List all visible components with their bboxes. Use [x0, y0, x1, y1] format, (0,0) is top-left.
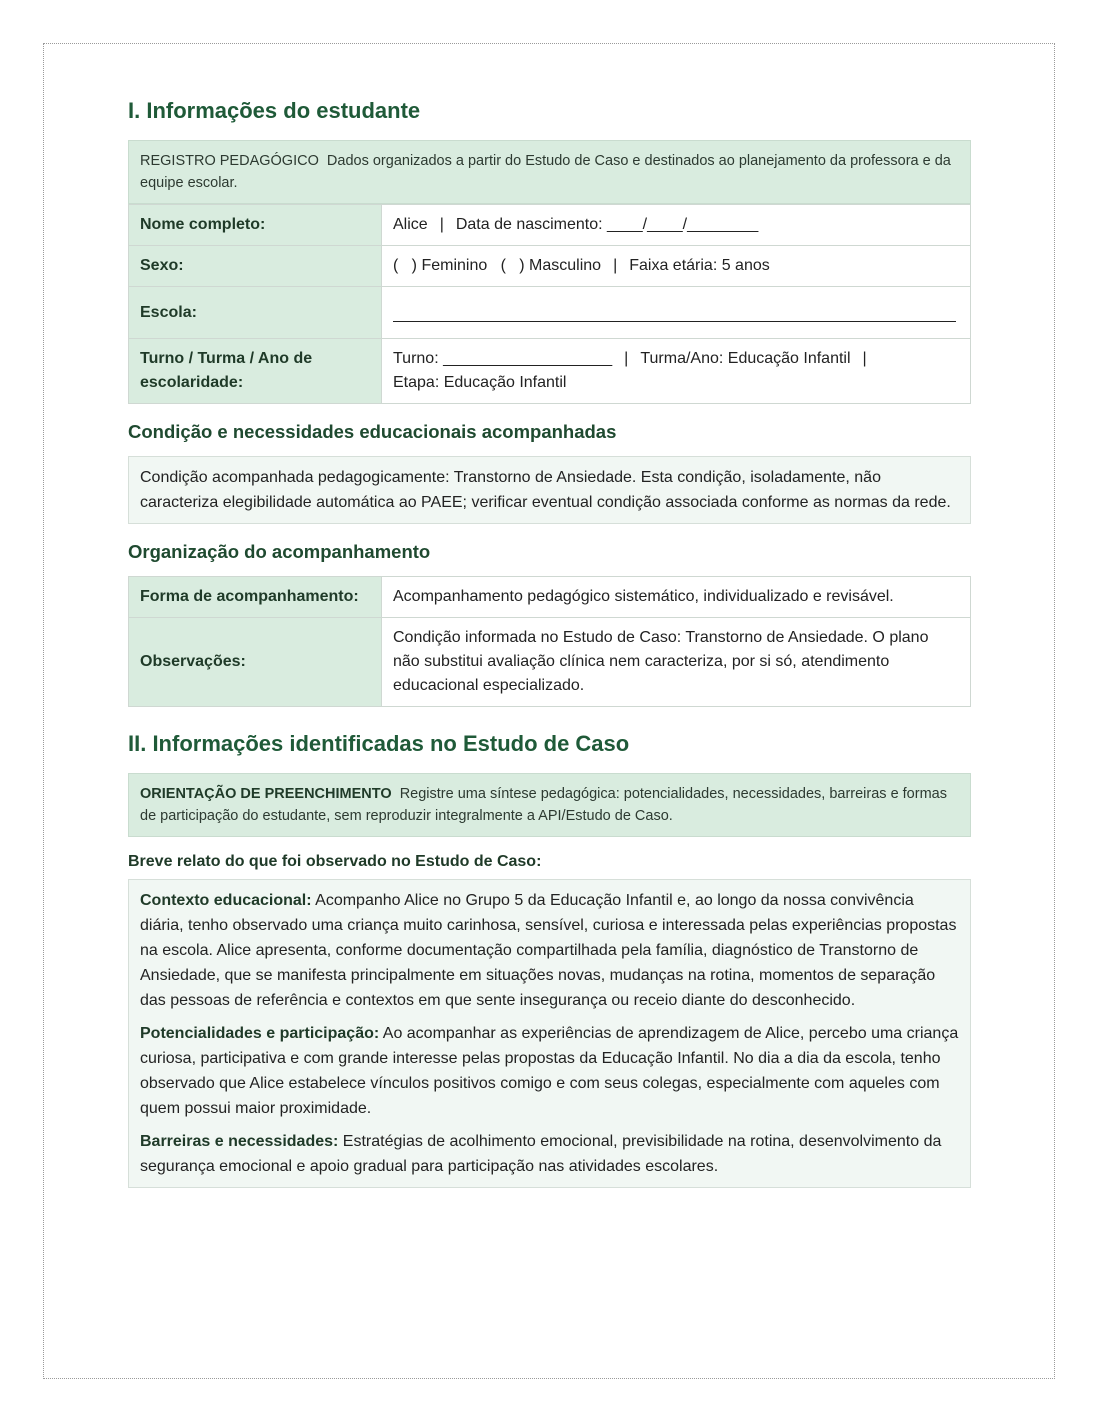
barreiras-label: Barreiras e necessidades:	[140, 1133, 339, 1150]
row-forma	[129, 577, 971, 618]
masculino-checkbox[interactable]: ( ) Masculino	[500, 257, 602, 274]
turno-value[interactable]: Turno: ___________________ | Turma/Ano: Educação Infantil | Etapa: Educação Infantil	[382, 339, 971, 404]
escola-value[interactable]	[382, 287, 971, 339]
observacoes-label: Observações:	[129, 618, 382, 707]
row-nome	[129, 205, 971, 246]
orientacao-label: ORIENTAÇÃO DE PREENCHIMENTO	[140, 786, 392, 802]
forma-value[interactable]: Acompanhamento pedagógico sistemático, individualizado e revisável.	[382, 577, 971, 618]
row-observacoes	[129, 618, 971, 707]
student-name: Alice	[393, 216, 428, 233]
sexo-label: Sexo:	[129, 246, 382, 287]
escola-label: Escola:	[129, 287, 382, 339]
contexto-paragraph	[140, 888, 959, 1013]
contexto-text: Acompanho Alice no Grupo 5 da Educação Infantil e, ao longo da nossa convivência diária, tenho observado uma criança muito carinhosa, sensível, curiosa e interessada pelas experiências propostas na escola. Alice apresenta, conforme documentação compartilhada pela família, diagnóstico de Transtorno de Ansiedade, que se manifesta principalmente em situações novas, mudanças na rotina, momentos de separação das pessoas de referência e contextos em que sente insegurança ou receio diante do desconhecido.	[140, 892, 957, 1009]
organizacao-title: Organização do acompanhamento	[128, 541, 431, 562]
sexo-value[interactable]: ( ) Feminino ( ) Masculino | Faixa etária: 5 anos	[382, 246, 971, 287]
turno-field[interactable]: Turno: ___________________	[393, 350, 613, 367]
potencialidades-paragraph	[140, 1021, 959, 1121]
nome-value[interactable]: Alice | Data de nascimento: ____/____/________	[382, 205, 971, 246]
condicao-text: Condição acompanhada pedagogicamente: Transtorno de Ansiedade. Esta condição, isoladamente, não caracteriza elegibilidade automática ao PAEE; verificar eventual condição associada conforme as normas da rede.	[140, 469, 951, 511]
condicao-title: Condição e necessidades educacionais acompanhadas	[128, 421, 617, 442]
feminino-checkbox[interactable]: ( ) Feminino	[393, 257, 488, 274]
relato-box[interactable]	[128, 879, 971, 1188]
row-turno	[129, 339, 971, 404]
barreiras-text: Estratégias de acolhimento emocional, previsibilidade na rotina, desenvolvimento da segurança emocional e apoio gradual para participação nas atividades escolares.	[140, 1133, 942, 1175]
turno-label: Turno / Turma / Ano de escolaridade:	[129, 339, 382, 404]
row-escola	[129, 287, 971, 339]
row-sexo	[129, 246, 971, 287]
student-info-table	[128, 204, 971, 404]
faixa-etaria: Faixa etária: 5 anos	[629, 257, 770, 274]
orientacao-text: Registre uma síntese pedagógica: potencialidades, necessidades, barreiras e formas de participação do estudante, sem reproduzir integralmente a API/Estudo de Caso.	[140, 786, 947, 824]
nome-label: Nome completo:	[129, 205, 382, 246]
organizacao-table	[128, 576, 971, 707]
section-1-title: I. Informações do estudante	[128, 98, 421, 123]
registro-banner	[128, 140, 971, 204]
banner-text: Dados organizados a partir do Estudo de Caso e destinados ao planejamento da professora e da equipe escolar.	[140, 153, 951, 191]
observacoes-value[interactable]: Condição informada no Estudo de Caso: Transtorno de Ansiedade. O plano não substitui avaliação clínica nem caracteriza, por si só, atendimento educacional especializado.	[382, 618, 971, 707]
orientacao-banner	[128, 773, 971, 837]
barreiras-paragraph	[140, 1129, 959, 1179]
forma-label: Forma de acompanhamento:	[129, 577, 382, 618]
document-content	[128, 96, 971, 1188]
section-2-title: II. Informações identificadas no Estudo de Caso	[128, 731, 630, 756]
potencialidades-label: Potencialidades e participação:	[140, 1025, 380, 1042]
etapa: Etapa: Educação Infantil	[393, 374, 567, 391]
banner-label: REGISTRO PEDAGÓGICO	[140, 153, 319, 169]
escola-blank-line[interactable]	[393, 305, 956, 322]
potencialidades-text: Ao acompanhar as experiências de aprendizagem de Alice, percebo uma criança curiosa, participativa e com grande interesse pelas propostas da Educação Infantil. No dia a dia da escola, tenho observado que Alice estabelece vínculos positivos comigo e com seus colegas, especialmente com aqueles com quem possui maior proximidade.	[140, 1025, 959, 1117]
turma-ano: Turma/Ano: Educação Infantil	[640, 350, 851, 367]
birth-date: Data de nascimento: ____/____/________	[455, 216, 759, 233]
relato-title: Breve relato do que foi observado no Estudo de Caso:	[128, 853, 542, 870]
condicao-box	[128, 456, 971, 524]
contexto-label: Contexto educacional:	[140, 892, 312, 909]
